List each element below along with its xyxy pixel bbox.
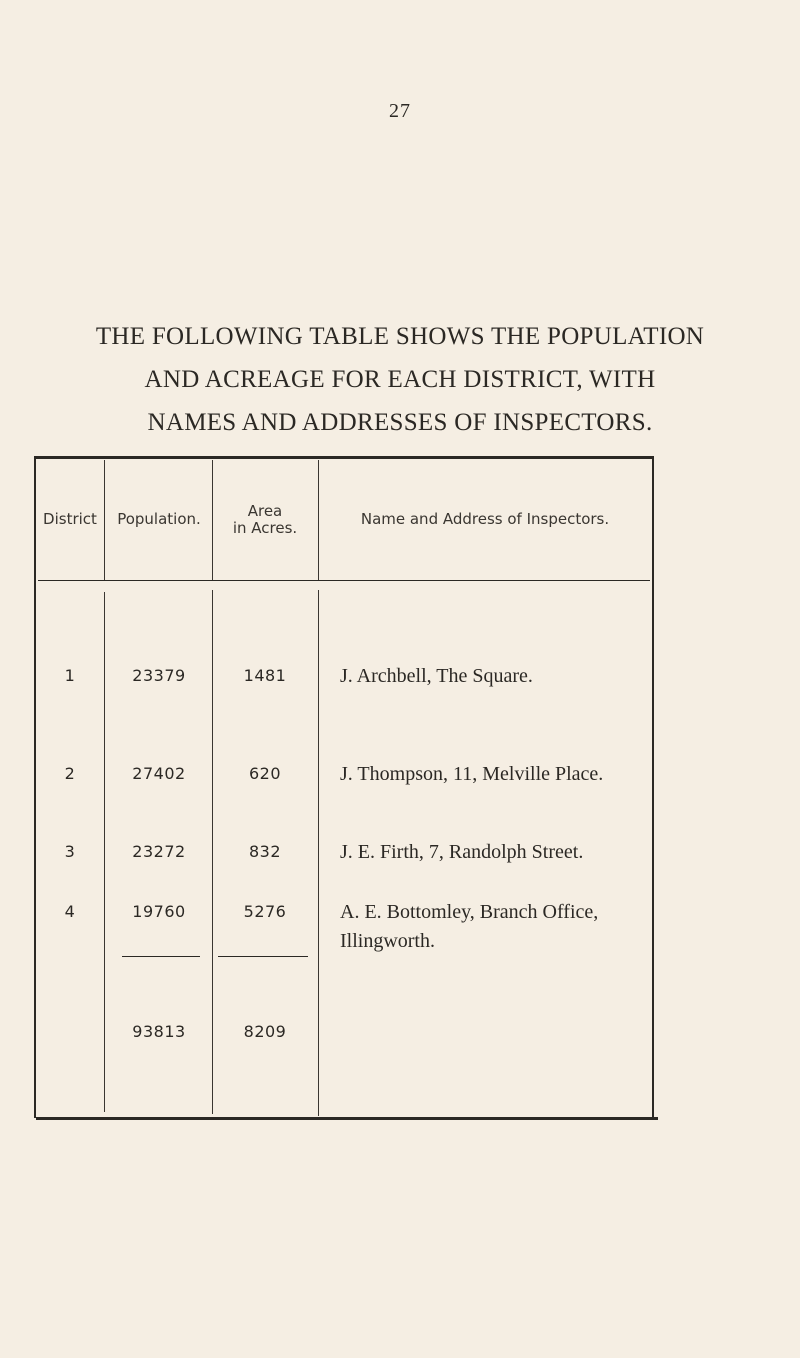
header-col-rule-3	[318, 460, 319, 580]
row-1-inspector: J. Archbell, The Square.	[340, 665, 533, 687]
row-1-area: 1481	[243, 666, 287, 685]
row-2-population: 27402	[132, 764, 186, 783]
row-2-district: 2	[64, 764, 76, 783]
heading-line-2: AND ACREAGE FOR EACH DISTRICT, WITH	[144, 366, 656, 393]
row-1-population: 23379	[132, 666, 186, 685]
header-area-line-2: in Acres.	[232, 519, 298, 537]
body-col-rule-3	[318, 590, 319, 1116]
row-3-inspector: J. E. Firth, 7, Randolph Street.	[340, 841, 584, 863]
heading-line-1: THE FOLLOWING TABLE SHOWS THE POPULATION	[95, 323, 705, 350]
total-rule-area	[218, 956, 308, 957]
row-1-district: 1	[64, 666, 76, 685]
header-separator-rule	[38, 580, 650, 581]
row-3-population: 23272	[132, 842, 186, 861]
table-bottom-rule	[36, 1117, 658, 1120]
row-4-inspector	[340, 898, 598, 956]
row-4-inspector-line-2: Illingworth.	[340, 930, 435, 952]
total-rule-population	[122, 956, 200, 957]
row-4-area: 5276	[243, 902, 287, 921]
total-population: 93813	[132, 1022, 186, 1041]
heading-line-3: NAMES AND ADDRESSES OF INSPECTORS.	[147, 409, 653, 436]
page-number: 27	[389, 100, 411, 122]
row-3-district: 3	[64, 842, 76, 861]
row-2-inspector: J. Thompson, 11, Melville Place.	[340, 763, 604, 785]
header-population: Population.	[117, 510, 201, 528]
table-right-rule	[652, 456, 654, 1118]
header-col-rule-1	[104, 460, 105, 580]
row-3-area: 832	[248, 842, 282, 861]
row-4-population: 19760	[132, 902, 186, 921]
table-top-rule	[36, 456, 654, 459]
row-2-area: 620	[248, 764, 282, 783]
row-4-inspector-line-1: A. E. Bottomley, Branch Office,	[340, 901, 599, 923]
header-inspector: Name and Address of Inspectors.	[360, 510, 610, 528]
header-area	[212, 503, 318, 537]
header-area-line-1: Area	[247, 502, 283, 520]
table-left-rule	[34, 456, 36, 1118]
body-col-rule-1	[104, 592, 105, 1112]
total-area: 8209	[243, 1022, 287, 1041]
row-4-district: 4	[64, 902, 76, 921]
header-district: District	[43, 510, 97, 528]
